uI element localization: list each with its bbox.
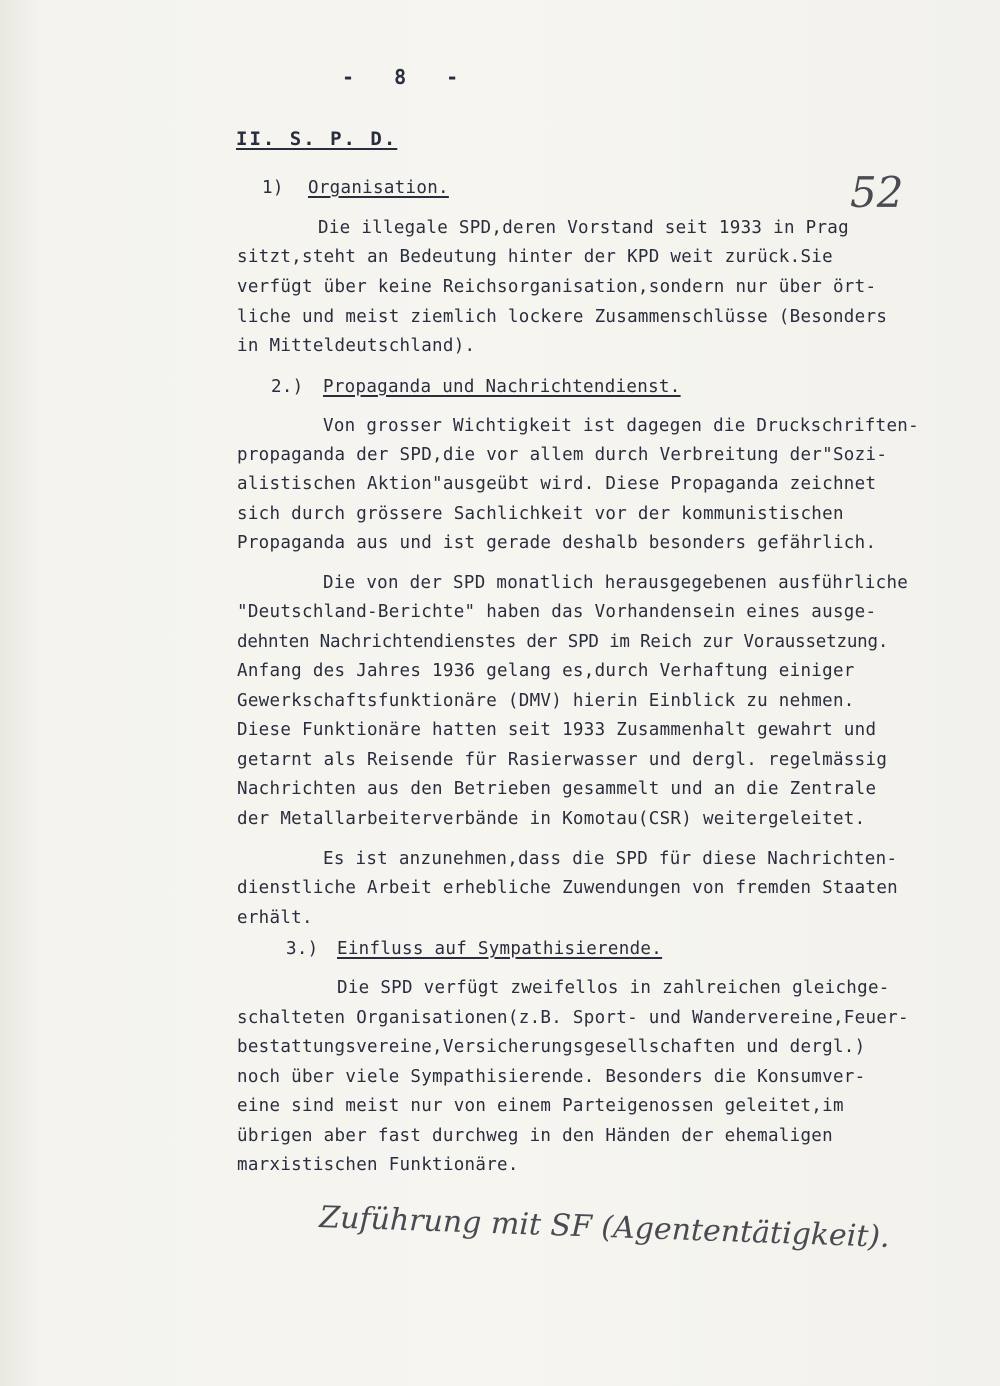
text-line: erhält. bbox=[237, 908, 313, 928]
text-line: dienstliche Arbeit erhebliche Zuwendungen von fremden Staaten bbox=[237, 878, 898, 898]
text-line: Propaganda aus und ist gerade deshalb besonders gefährlich. bbox=[237, 533, 877, 553]
text-line: sich durch grössere Sachlichkeit vor der kommunistischen bbox=[237, 504, 844, 524]
text-line: Die illegale SPD,deren Vorstand seit 1933 in Prag bbox=[318, 218, 849, 238]
text-line: alistischen Aktion"ausgeübt wird. Diese Propaganda zeichnet bbox=[237, 474, 877, 494]
text-line: eine sind meist nur von einem Parteigenossen geleitet,im bbox=[237, 1096, 844, 1116]
text-line: übrigen aber fast durchweg in den Händen der ehemaligen bbox=[237, 1126, 833, 1146]
margin-note: 52 bbox=[850, 168, 904, 217]
text-line: "Deutschland-Berichte" haben das Vorhandensein eines ausge- bbox=[237, 602, 877, 622]
text-line: marxistischen Funktionäre. bbox=[237, 1155, 519, 1175]
text-line: der Metallarbeiterverbände in Komotau(CSR) weitergeleitet. bbox=[237, 809, 866, 829]
text-line: liche und meist ziemlich lockere Zusammenschlüsse (Besonders bbox=[237, 307, 888, 327]
text-line: Diese Funktionäre hatten seit 1933 Zusammenhalt gewahrt und bbox=[237, 720, 877, 740]
text-line: getarnt als Reisende für Rasierwasser und dergl. regelmässig bbox=[237, 750, 888, 770]
text-line: Es ist anzunehmen,dass die SPD für diese Nachrichten- bbox=[323, 849, 898, 869]
page-number: - 8 - bbox=[342, 65, 473, 89]
text-line: sitzt,steht an Bedeutung hinter der KPD weit zurück.Sie bbox=[237, 247, 833, 267]
text-line: Anfang des Jahres 1936 gelang es,durch Verhaftung einiger bbox=[237, 661, 855, 681]
section-3-number: 3.) bbox=[286, 939, 319, 959]
handwritten-note: Zuführung mit SF (Agententätigkeit). bbox=[318, 1200, 891, 1255]
text-line: Von grosser Wichtigkeit ist dagegen die Druckschriften- bbox=[323, 416, 919, 436]
section-1-number: 1) bbox=[262, 178, 284, 198]
text-line: Nachrichten aus den Betrieben gesammelt und an die Zentrale bbox=[237, 779, 877, 799]
text-line: dehnten Nachrichtendienstes der SPD im Reich zur Voraussetzung. bbox=[237, 632, 889, 652]
section-3-title: Einfluss auf Sympathisierende. bbox=[337, 939, 663, 959]
text-line: propaganda der SPD,die vor allem durch Verbreitung der"Sozi- bbox=[237, 445, 888, 465]
section-1-title: Organisation. bbox=[308, 178, 449, 198]
text-line: in Mitteldeutschland). bbox=[237, 336, 476, 356]
text-line: bestattungsvereine,Versicherungsgesellschaften und dergl.) bbox=[237, 1037, 866, 1057]
section-2-number: 2.) bbox=[271, 377, 304, 397]
text-line: Die von der SPD monatlich herausgegebenen ausführliche bbox=[323, 573, 909, 593]
text-line: schalteten Organisationen(z.B. Sport- und Wandervereine,Feuer- bbox=[237, 1008, 909, 1028]
text-line: Die SPD verfügt zweifellos in zahlreichen gleichge- bbox=[337, 978, 890, 998]
section-2-title: Propaganda und Nachrichtendienst. bbox=[323, 377, 681, 397]
text-line: noch über viele Sympathisierende. Besonders die Konsumver- bbox=[237, 1067, 866, 1087]
text-line: verfügt über keine Reichsorganisation,sondern nur über ört- bbox=[237, 277, 877, 297]
section-heading: II. S. P. D. bbox=[236, 128, 398, 150]
text-line: Gewerkschaftsfunktionäre (DMV) hierin Einblick zu nehmen. bbox=[237, 691, 855, 711]
